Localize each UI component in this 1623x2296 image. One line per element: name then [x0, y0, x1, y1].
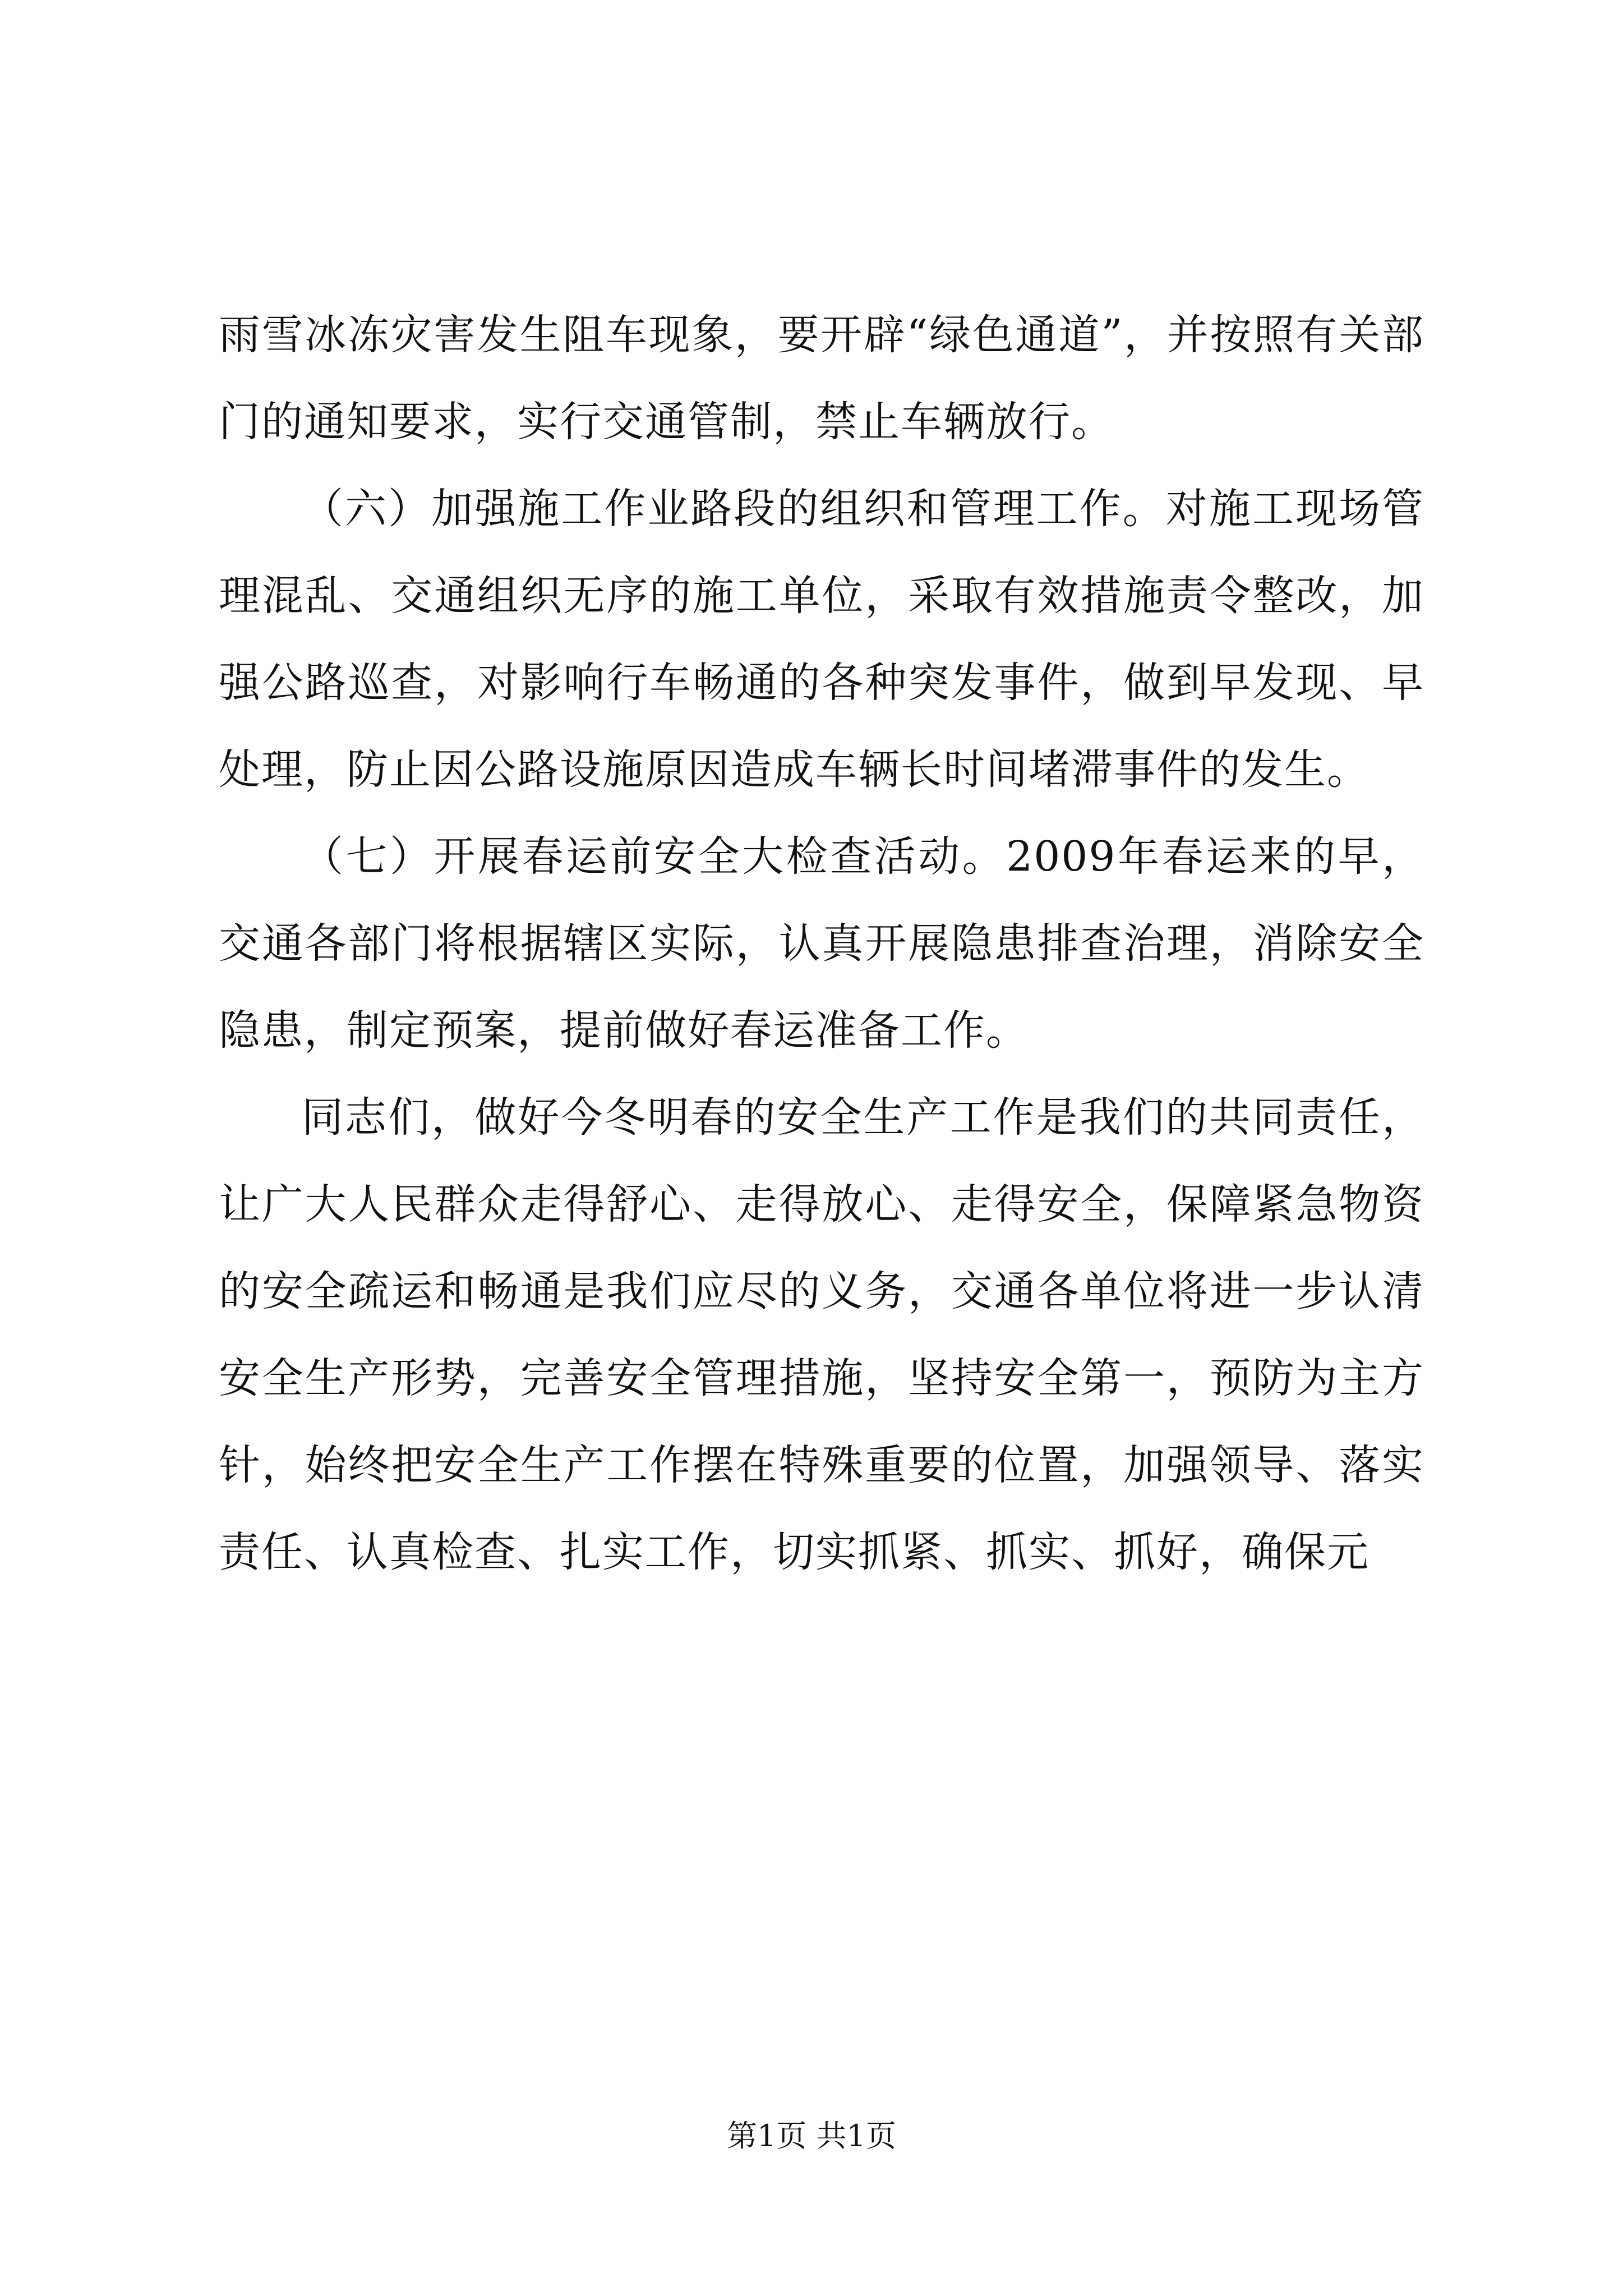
paragraph-3: （七）开展春运前安全大检查活动。2009年春运来的早，交通各部门将根据辖区实际，认真开展隐患排查治理，消除安全隐患，制定预案，提前做好春运准备工作。 — [219, 832, 1424, 1055]
paragraph-4: 同志们，做好今冬明春的安全生产工作是我们的共同责任，让广大人民群众走得舒心、走得放心、走得安全，保障紧急物资的安全疏运和畅通是我们应尽的义务，交通各单位将进一步认清安全生产形势，完善安全管理措施，坚持安全第一，预防为主方针，始终把安全生产工作摆在特殊重要的位置，加强领导、落实责任、认真检查、扎实工作，切实抓紧、抓实、抓好，确保元 — [219, 1093, 1424, 1576]
page-number-footer: 第1页 共1页 — [727, 2118, 896, 2154]
paragraph-1: 雨雪冰冻灾害发生阻车现象，要开辟“绿色通道”，并按照有关部门的通知要求，实行交通管制，禁止车辆放行。 — [219, 311, 1424, 446]
paragraph-2: （六）加强施工作业路段的组织和管理工作。对施工现场管理混乱、交通组织无序的施工单位，采取有效措施责令整改，加强公路巡查，对影响行车畅通的各种突发事件，做到早发现、早处理，防止因公路设施原因造成车辆长时间堵滞事件的发生。 — [219, 485, 1424, 794]
document-body — [219, 292, 1424, 1596]
